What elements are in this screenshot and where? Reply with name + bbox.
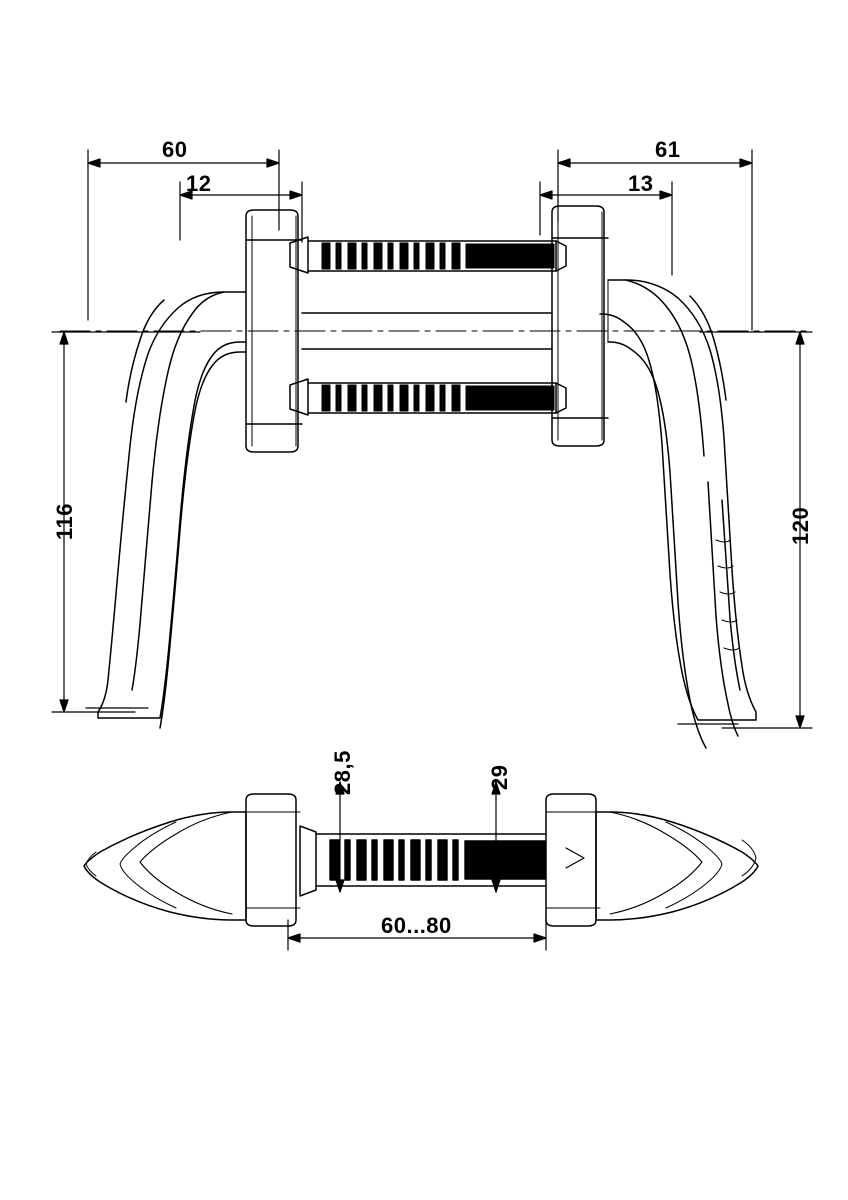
dim-label-bottom-left-height: 28,5 xyxy=(330,750,355,795)
dim-label-left-height: 116 xyxy=(52,503,77,540)
left-lever xyxy=(86,292,246,728)
dim-label-right-height: 120 xyxy=(788,506,813,545)
dim-label-top-right-inner: 13 xyxy=(628,171,654,196)
thread-hatching-lower xyxy=(322,385,554,411)
right-lever xyxy=(600,280,756,748)
thread-hatching-upper xyxy=(322,243,554,269)
dim-label-top-left-width: 60 xyxy=(162,137,188,162)
thread-hatching-plan xyxy=(330,840,545,880)
dim-label-bottom-width-range: 60...80 xyxy=(381,913,452,938)
dim-label-top-right-width: 61 xyxy=(655,137,681,162)
plan-view xyxy=(84,794,758,926)
dim-label-bottom-right-height: 29 xyxy=(487,764,512,790)
dim-label-top-left-inner: 12 xyxy=(186,171,212,196)
